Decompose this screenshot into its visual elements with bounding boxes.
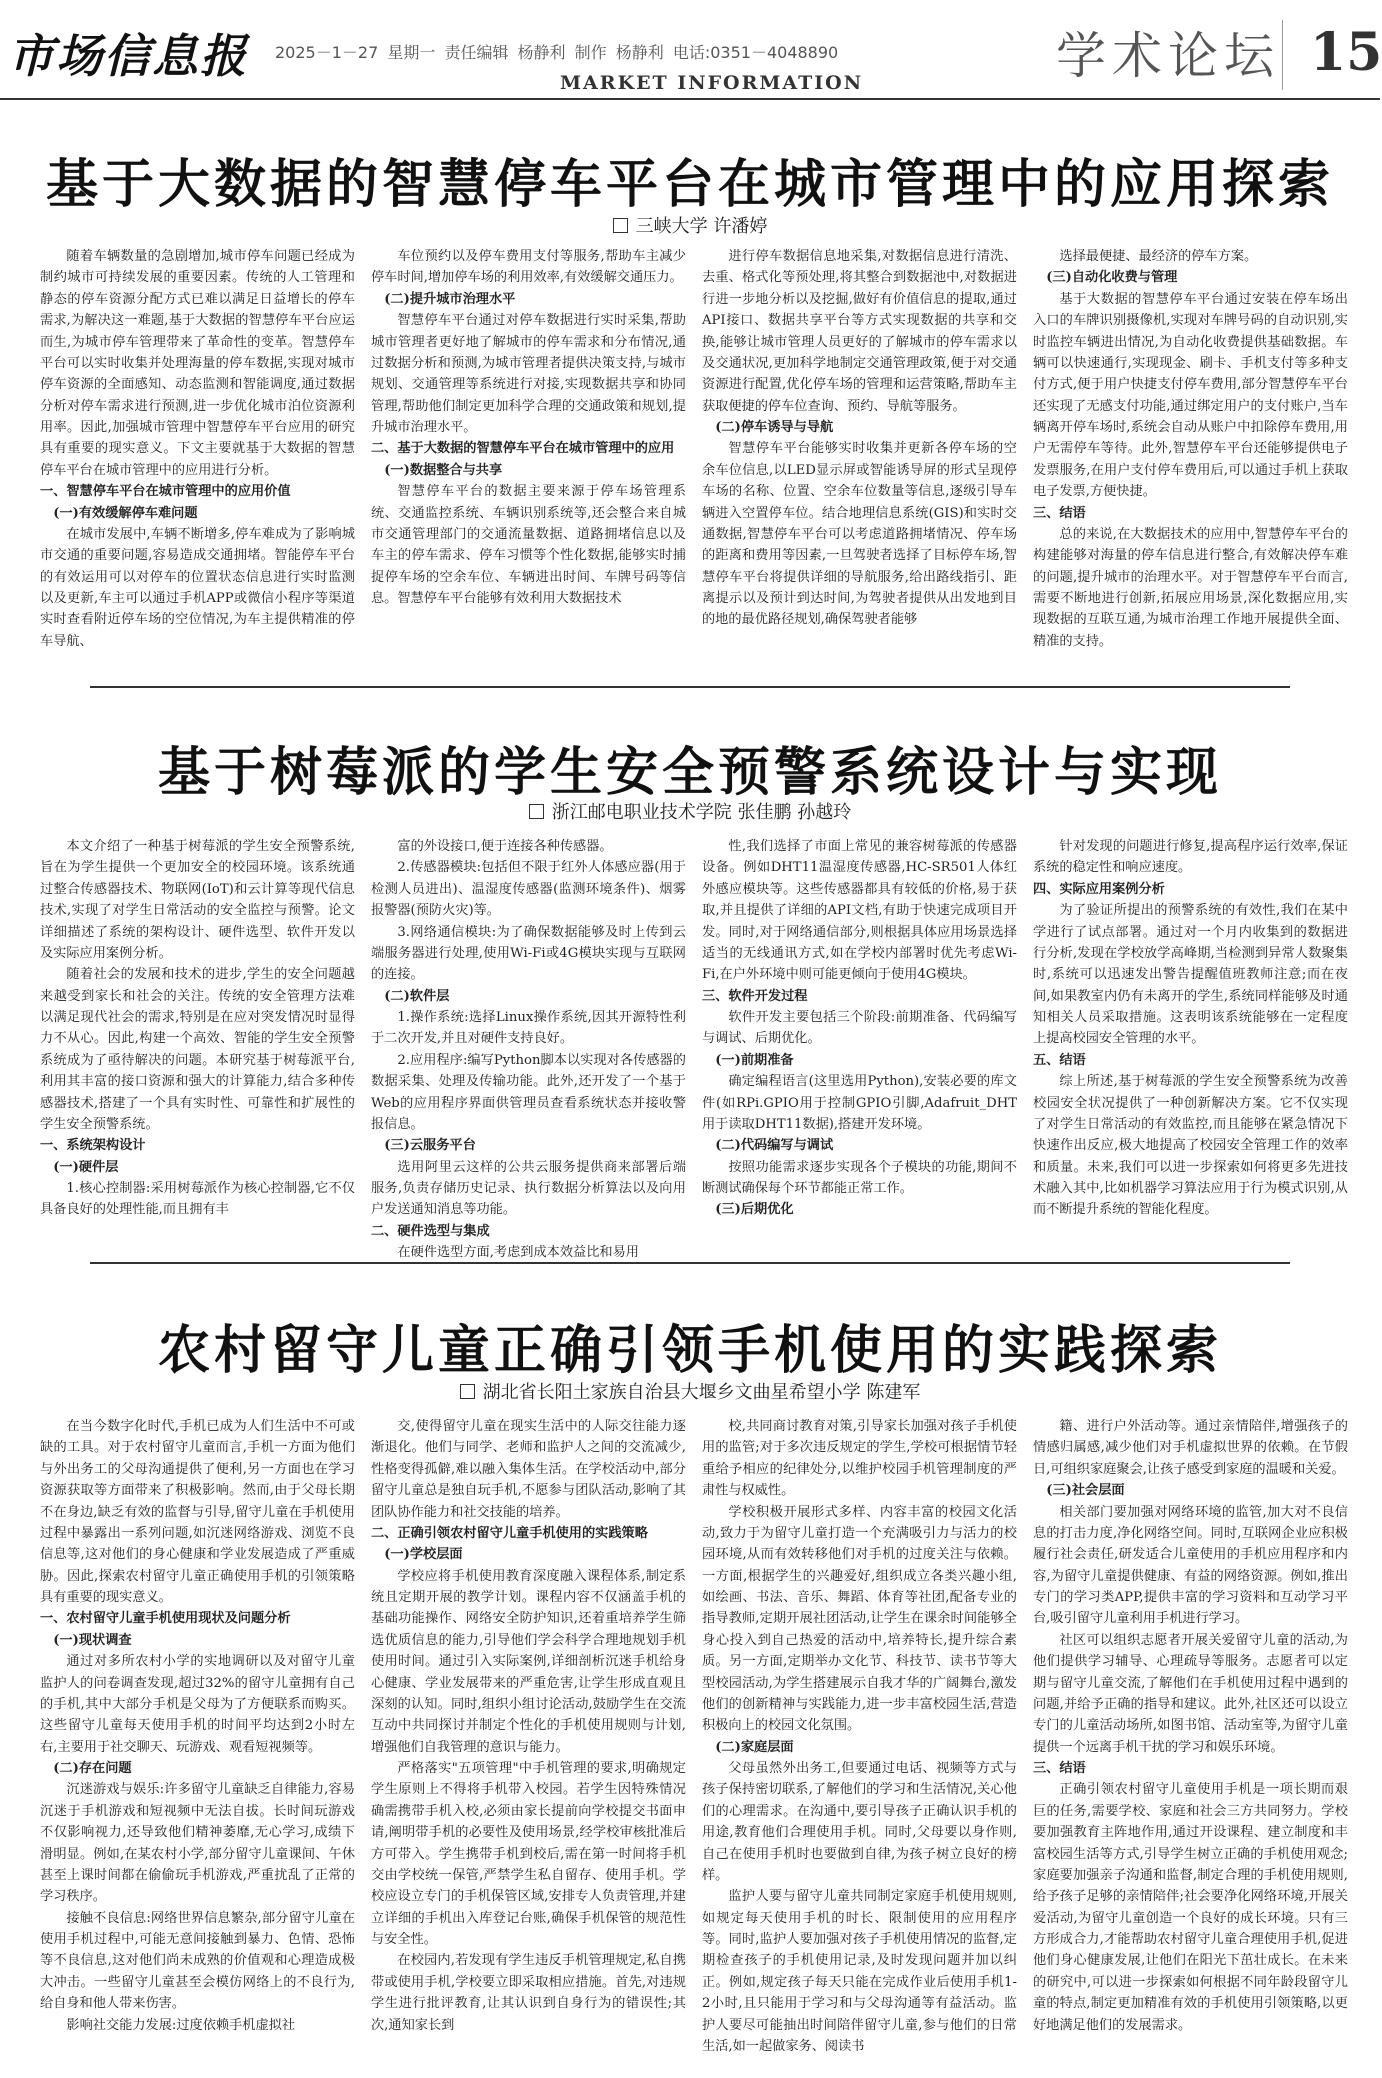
body-paragraph: 在硬件选型方面,考虑到成本效益比和易用 xyxy=(397,1245,639,1261)
body-paragraph: 进行停车数据信息地采集,对数据信息进行清洗、去重、格式化等预处理,将其整合到数据池中,对数据进行进一步地分析以及挖掘,做好有价值信息的提取,通过API接口、数据共享平台等方式实现数据的共享和交换,能够让城市管理人员更好的了解城市的停车需求以及交通状况,更加科学地制定交通管理政策,便于对交通资源进行配置,优化停车场的管理和运营策略,帮助车主获取便捷的停车位查询、预约、导航等服务。 xyxy=(702,249,1017,414)
section-heading: 一、系统架构设计 xyxy=(40,1138,146,1154)
article-columns xyxy=(40,836,1350,1261)
body-paragraph: 2.应用程序:编写Python脚本以实现对各传感器的数据采集、处理及传输功能。此外,还开发了一个基于Web的应用程序界面供管理员查看系统状态并接收警报信息。 xyxy=(371,1052,686,1132)
article-smart-parking xyxy=(0,100,1380,680)
section-heading: 五、结语 xyxy=(1033,1052,1086,1068)
section-heading: 三、结语 xyxy=(1033,505,1086,521)
body-paragraph: 智慧停车平台能够实时收集并更新各停车场的空余车位信息,以LED显示屏或智能诱导屏的形式呈现停车场的名称、位置、空余车位数量等信息,逐级引导车辆进入空置停车位。结合地理信息系统(GIS)和实时交通数据,智慧停车平台可以考虑道路拥堵情况、停车场的距离和费用等因素,一旦驾驶者选择了目标停车场,智慧停车平台将提供详细的导航服务,给出路线指引、距离提示以及预计到达时间,为驾驶者提供从出发地到目的地的最优路径规划,确保驾驶者能够 xyxy=(702,441,1017,628)
body-paragraph: 选择最便捷、最经济的停车方案。 xyxy=(1059,249,1258,264)
body-paragraph: 通过对多所农村小学的实地调研以及对留守儿童监护人的问卷调查发现,超过32%的留守儿童拥有自己的手机,其中大部分手机是父母为了方便联系而购买。这些留守儿童每天使用手机的时间平均达到2小时左右,主要用于社交聊天、玩游戏、观看短视频等。 xyxy=(40,1654,355,1755)
section-heading: 二、硬件选型与集成 xyxy=(371,1223,490,1239)
body-paragraph: 1.核心控制器:采用树莓派作为核心控制器,它不仅具备良好的处理性能,而且拥有丰 xyxy=(40,1181,355,1218)
phone: 电话:0351－4048890 xyxy=(672,43,839,62)
body-paragraph: 基于大数据的智慧停车平台通过安装在停车场出入口的车牌识别摄像机,实现对车牌号码的自动识别,实时监控车辆进出情况,为自动化收费提供基础数据。车辆可以快速通行,实现现金、刷卡、手机支付等多种支付方式,便于用户快捷支付停车费用,部分智慧停车平台还实现了无感支付功能,通过绑定用户的支付账户,当车辆离开停车场时,系统会自动从账户中扣除停车费用,用户无需停车等待。此外,智慧停车平台还能够提供电子发票服务,在用户支付停车费用后,可以通过手机上获取电子发票,方便快捷。 xyxy=(1033,291,1348,500)
body-paragraph: 智慧停车平台通过对停车数据进行实时采集,帮助城市管理者更好地了解城市的停车需求和分布情况,通过数据分析和预测,为城市管理者提供决策支持,与城市规划、交通管理等系统进行对接,实现数据共享和协同管理,帮助他们制定更加科学合理的交通政策和规划,提升城市治理水平。 xyxy=(371,313,686,435)
body-paragraph: 正确引领农村留守儿童使用手机是一项长期而艰巨的任务,需要学校、家庭和社会三方共同努力。学校要加强教育主阵地作用,通过开设课程、建立制度和丰富校园生活等方式,引导学生树立正确的手机使用观念;家庭要加强亲子沟通和监督,制定合理的手机使用规则,给予孩子足够的亲情陪伴;社会要净化网络环境,开展关爱活动,为留守儿童创造一个良好的成长环境。只有三方形成合力,才能帮助农村留守儿童合理使用手机,促进他们身心健康发展,让他们在阳光下茁壮成长。在未来的研究中,可以进一步探索如何根据不同年龄段留守儿童的特点,制定更加精准有效的手机使用引领策略,以更好地满足他们的发展需求。 xyxy=(1033,1782,1348,2033)
body-paragraph: 3.网络通信模块:为了确保数据能够及时上传到云端服务器进行处理,使用Wi-Fi或4G模块实现与互联网的连接。 xyxy=(371,924,686,983)
section-heading: (一)数据整合与共享 xyxy=(384,462,503,478)
issue-date: 2025－1－27 xyxy=(275,43,379,62)
section-heading: (二)软件层 xyxy=(384,988,450,1004)
body-paragraph: 沉迷游戏与娱乐:许多留守儿童缺乏自律能力,容易沉迷于手机游戏和短视频中无法自拔。长时间玩游戏不仅影响视力,还导致他们精神萎靡,无心学习,成绩下滑明显。例如,在某农村小学,部分留守儿童课间、午休甚至上课时间都在偷偷玩手机游戏,严重扰乱了正常的学习秩序。 xyxy=(40,1782,355,1905)
body-paragraph: 车位预约以及停车费用支付等服务,帮助车主减少停车时间,增加停车场的利用效率,有效缓解交通压力。 xyxy=(371,249,686,286)
body-paragraph: 严格落实"五项管理"中手机管理的要求,明确规定学生原则上不得将手机带入校园。若学生因特殊情况确需携带手机入校,必须由家长提前向学校提交书面申请,阐明带手机的必要性及使用场景,经学校审核批准后方可带入。学生携带手机到校后,需在第一时间将手机交由学校统一保管,严禁学生私自留存、使用手机。学校应设立专门的手机保管区域,安排专人负责管理,并建立详细的手机出入库登记台账,确保手机保管的规范性与安全性。 xyxy=(371,1761,686,1947)
body-paragraph: 总的来说,在大数据技术的应用中,智慧停车平台的构建能够对海量的停车信息进行整合,有效解决停车难的问题,提升城市的治理水平。对于智慧停车平台而言,需要不断地进行创新,拓展应用场景,深化数据应用,实现数据的互联互通,为城市治理工作地开展提供全面、精准的支持。 xyxy=(1033,526,1348,649)
section-heading: (三)社会层面 xyxy=(1046,1483,1125,1499)
body-paragraph: 交,使得留守儿童在现实生活中的人际交往能力逐渐退化。他们与同学、老师和监护人之间的交流减少,性格变得孤僻,难以融入集体生活。在学校活动中,部分留守儿童总是独自玩手机,不愿参与团队活动,影响了其团队协作能力和社交技能的培养。 xyxy=(371,1419,686,1520)
issue-meta xyxy=(275,40,838,63)
section-heading: (三)云服务平台 xyxy=(384,1138,476,1154)
article-byline xyxy=(0,212,1380,238)
article-column xyxy=(1033,246,1348,656)
section-heading: (二)家庭层面 xyxy=(715,1739,794,1755)
body-paragraph: 1.操作系统:选择Linux操作系统,因其开源特性利于二次开发,并且对硬件支持良好。 xyxy=(371,1010,686,1047)
body-paragraph: 监护人要与留守儿童共同制定家庭手机使用规则,如规定每天使用手机的时长、限制使用的应用程序等。同时,监护人要加强对孩子手机使用情况的监督,定期检查孩子的手机使用记录,及时发现问题并加以纠正。例如,规定孩子每天只能在完成作业后使用手机1-2小时,且只能用于学习和与父母沟通等有益活动。监护人要尽可能抽出时间陪伴留守儿童,参与他们的日常生活,如一起做家务、阅读书 xyxy=(702,1889,1017,2054)
article-column xyxy=(371,836,686,1261)
body-paragraph: 智慧停车平台的数据主要来源于停车场管理系统、交通监控系统、车辆识别系统等,还会整合来自城市交通管理部门的交通流量数据、道路拥堵信息以及车主的停车需求、停车习惯等个性化数据,能够实时捕捉停车场的空余车位、车辆进出时间、车牌号码等信息。智慧停车平台能够有效利用大数据技术 xyxy=(371,484,686,606)
article-column xyxy=(702,246,1017,656)
section-heading: (二)提升城市治理水平 xyxy=(384,291,516,307)
body-paragraph: 软件开发主要包括三个阶段:前期准备、代码编写与调试、后期优化。 xyxy=(702,1010,1017,1047)
byline-text: 三峡大学 许潘婷 xyxy=(635,216,768,237)
body-paragraph: 社区可以组织志愿者开展关爱留守儿童的活动,为他们提供学习辅导、心理疏导等服务。志愿者可以定期与留守儿童交流,了解他们在手机使用过程中遇到的问题,并给予正确的指导和建议。此外,社区还可以设立专门的儿童活动场所,如图书馆、活动室等,为留守儿童提供一个远离手机干扰的学习和娱乐环境。 xyxy=(1033,1632,1348,1755)
article-column xyxy=(40,246,355,656)
body-paragraph: 在校园内,若发现有学生违反手机管理规定,私自携带或使用手机,学校要立即采取相应措施。首先,对违规学生进行批评教育,让其认识到自身行为的错误性;其次,通知家长到 xyxy=(371,1953,686,2033)
article-column xyxy=(371,1416,686,2064)
article-byline xyxy=(0,1378,1380,1404)
section-heading: (一)学校层面 xyxy=(384,1547,463,1563)
section-heading: (二)代码编写与调试 xyxy=(715,1138,834,1154)
body-paragraph: 性,我们选择了市面上常见的兼容树莓派的传感器设备。例如DHT11温湿度传感器,HC-SR501人体红外感应模块等。这些传感器都具有较低的价格,易于获取,并且提供了详细的API文档,有助于快速完成项目开发。同时,对于网络通信部分,则根据具体应用场景选择适当的无线通讯方式,如在学校内部署时优先考虑Wi-Fi,在户外环境中则可能更倾向于使用4G模块。 xyxy=(702,839,1017,983)
section-heading: 一、智慧停车平台在城市管理中的应用价值 xyxy=(40,484,291,500)
body-paragraph: 为了验证所提出的预警系统的有效性,我们在某中学进行了试点部署。通过对一个月内收集到的数据进行分析,发现在学校放学高峰期,当检测到异常人数聚集时,系统可以迅速发出警告提醒值班教师注意;而在夜间,如果教室内仍有未离开的学生,系统同样能够及时通知相关人员采取措施。这表明该系统能够在一定程度上提高校园安全管理的水平。 xyxy=(1033,903,1348,1047)
body-paragraph: 籍、进行户外活动等。通过亲情陪伴,增强孩子的情感归属感,减少他们对手机虚拟世界的依赖。在节假日,可组织家庭聚会,让孩子感受到家庭的温暖和关爱。 xyxy=(1033,1419,1348,1477)
body-paragraph: 选用阿里云这样的公共云服务提供商来部署后端服务,负责存储历史记录、执行数据分析算法以及向用户发送通知消息等功能。 xyxy=(371,1159,686,1218)
section-heading: (一)有效缓解停车难问题 xyxy=(53,505,198,521)
page-number: 15 xyxy=(1310,22,1382,83)
square-icon xyxy=(613,218,628,233)
newspaper-subtitle: MARKET INFORMATION xyxy=(560,72,864,94)
article-title: 农村留守儿童正确引领手机使用的实践探索 xyxy=(157,1321,1222,1381)
section-heading: 三、结语 xyxy=(1033,1761,1086,1776)
section-heading: 三、软件开发过程 xyxy=(702,988,808,1004)
masthead xyxy=(0,0,1380,100)
section-title: 学术论坛 xyxy=(1056,27,1280,85)
byline-text: 浙江邮电职业技术学院 张佳鹏 孙越玲 xyxy=(551,802,852,823)
body-paragraph: 影响社交能力发展:过度依赖手机虚拟社 xyxy=(66,2017,296,2033)
article-divider xyxy=(90,686,1290,688)
article-column xyxy=(40,836,355,1236)
body-paragraph: 学校积极开展形式多样、内容丰富的校园文化活动,致力于为留守儿童打造一个充满吸引力与活力的校园环境,从而有效转移他们对手机的过度关注与依赖。一方面,根据学生的兴趣爱好,组织成立各类兴趣小组,如绘画、书法、音乐、舞蹈、体育等社团,配备专业的指导教师,定期开展社团活动,让学生在课余时间能够全身心投入到自己热爱的活动中,培养特长,提升综合素质。另一方面,定期举办文化节、科技节、读书节等大型校园活动,为学生搭建展示自我才华的广阔舞台,激发他们的创新精神与实践能力,进一步丰富校园生活,营造积极向上的校园文化氛围。 xyxy=(702,1504,1017,1734)
masthead-separator xyxy=(1282,20,1283,90)
section-heading: (一)现状调查 xyxy=(53,1632,132,1648)
body-paragraph: 学校应将手机使用教育深度融入课程体系,制定系统且定期开展的教学计划。课程内容不仅涵盖手机的基础功能操作、网络安全防护知识,还着重培养学生筛选优质信息的能力,引导他们学会科学合理地规划手机使用时间。通过引入实际案例,详细剖析沉迷手机给身心健康、学业发展带来的严重危害,让学生形成直观且深刻的认知。同时,组织小组讨论活动,鼓励学生在交流互动中共同探讨并制定个性化的手机使用规则与计划,增强他们自我管理的意识与能力。 xyxy=(371,1568,686,1755)
body-paragraph: 综上所述,基于树莓派的学生安全预警系统为改善校园安全状况提供了一种创新解决方案。它不仅实现了对学生日常活动的有效监控,而且能够在紧急情况下快速作出反应,极大地提高了校园安全管理工作的效率和质量。未来,我们可以进一步探索如何将更多先进技术融入其中,比如机器学习算法应用于行为模式识别,从而不断提升系统的智能化程度。 xyxy=(1033,1074,1348,1218)
article-title: 基于大数据的智慧停车平台在城市管理中的应用探索 xyxy=(45,155,1334,215)
body-paragraph: 2.传感器模块:包括但不限于红外人体感应器(用于检测人员进出)、温湿度传感器(监测环境条件)、烟雾报警器(预防火灾)等。 xyxy=(371,860,686,919)
article-column xyxy=(1033,836,1348,1236)
section-heading: (三)自动化收费与管理 xyxy=(1046,270,1178,286)
article-byline xyxy=(0,798,1380,824)
producer: 制作 杨静利 xyxy=(574,43,664,62)
body-paragraph: 接触不良信息:网络世界信息繁杂,部分留守儿童在使用手机过程中,可能无意间接触到暴力、色情、恐怖等不良信息,这对他们尚未成熟的价值观和心理造成极大冲击。一些留守儿童甚至会模仿网络上的不良行为,给自身和他人带来伤害。 xyxy=(40,1910,355,2012)
body-paragraph: 本文介绍了一种基于树莓派的学生安全预警系统,旨在为学生提供一个更加安全的校园环境。该系统通过整合传感器技术、物联网(IoT)和云计算等现代信息技术,实现了对学生日常活动的安全监控与预警。论文详细描述了系统的架构设计、硬件选型、软件开发以及实际应用案例分析。 xyxy=(40,839,355,961)
body-paragraph: 随着车辆数量的急剧增加,城市停车问题已经成为制约城市可持续发展的重要因素。传统的人工管理和静态的停车资源分配方式已难以满足日益增长的停车需求,为解决这一难题,基于大数据的智慧停车平台应运而生,为城市停车管理带来了革命性的变革。智慧停车平台可以实时收集并处理海量的停车数据,实现对城市停车资源的全面感知、动态监测和智能调度,通过数据分析对停车需求进行预测,进一步优化城市泊位资源利用率。因此,加强城市管理中智慧停车平台应用的研究具有重要的现实意义。下文主要就基于大数据的智慧停车平台在城市管理中的应用进行分析。 xyxy=(40,249,355,478)
section-heading: 一、农村留守儿童手机使用现状及问题分析 xyxy=(40,1611,291,1627)
body-paragraph: 相关部门要加强对网络环境的监管,加大对不良信息的打击力度,净化网络空间。同时,互联网企业应积极履行社会责任,研发适合儿童使用的手机应用程序和内容,为留守儿童提供健康、有益的网络资源。例如,推出专门的学习类APP,提供丰富的学习资料和互动学习平台,吸引留守儿童利用手机进行学习。 xyxy=(1033,1504,1348,1627)
section-heading: (二)存在问题 xyxy=(53,1761,132,1776)
section-heading: (一)硬件层 xyxy=(53,1159,119,1175)
body-paragraph: 在城市发展中,车辆不断增多,停车难成为了影响城市交通的重要问题,容易造成交通拥堵。智能停车平台的有效运用可以对停车的位置状态信息进行实时监测以及更新,车主可以通过手机APP或微信小程序等渠道实时查看附近停车场的空位情况,为车主提供精准的停车导航、 xyxy=(40,526,355,649)
section-heading: (一)前期准备 xyxy=(715,1052,794,1068)
square-icon xyxy=(529,804,544,819)
article-columns xyxy=(40,246,1350,656)
body-paragraph: 针对发现的问题进行修复,提高程序运行效率,保证系统的稳定性和响应速度。 xyxy=(1033,839,1348,876)
body-paragraph: 在当今数字化时代,手机已成为人们生活中不可或缺的工具。对于农村留守儿童而言,手机一方面为他们与外出务工的父母沟通提供了便利,另一方面也在学习资源获取等方面带来了积极影响。然而,由于父母长期不在身边,缺乏有效的监督与引导,留守儿童在手机使用过程中暴露出一系列问题,如沉迷网络游戏、浏览不良信息等,这对他们的身心健康和学业发展造成了严重威胁。因此,探索农村留守儿童正确使用手机的引领策略具有重要的现实意义。 xyxy=(40,1419,355,1605)
article-columns xyxy=(40,1416,1350,2064)
body-paragraph: 父母虽然外出务工,但要通过电话、视频等方式与孩子保持密切联系,了解他们的学习和生活情况,关心他们的心理需求。在沟通中,要引导孩子正确认识手机的用途,教育他们合理使用手机。同时,父母要以身作则,自己在使用手机时也要做到自律,为孩子树立良好的榜样。 xyxy=(702,1761,1017,1883)
newspaper-brand: 市场信息报 xyxy=(8,29,248,83)
article-column xyxy=(1033,1416,1348,2064)
body-paragraph: 按照功能需求逐步实现各个子模块的功能,期间不断测试确保每个环节都能正常工作。 xyxy=(702,1159,1017,1196)
square-icon xyxy=(460,1384,475,1399)
article-student-safety xyxy=(0,690,1380,1261)
issue-weekday: 星期一 xyxy=(387,43,436,62)
body-paragraph: 富的外设接口,便于连接各种传感器。 xyxy=(397,839,613,854)
article-column xyxy=(702,1416,1017,2064)
article-title: 基于树莓派的学生安全预警系统设计与实现 xyxy=(157,743,1222,803)
section-heading: (二)停车诱导与导航 xyxy=(715,420,834,435)
body-paragraph: 确定编程语言(这里选用Python),安装必要的库文件(如RPi.GPIO用于控制GPIO引脚,Adafruit_DHT用于读取DHT11数据),搭建开发环境。 xyxy=(702,1074,1017,1132)
section-heading: (三)后期优化 xyxy=(715,1202,794,1218)
article-column xyxy=(371,246,686,656)
editor: 责任编辑 杨静利 xyxy=(444,43,566,62)
article-column xyxy=(702,836,1017,1236)
article-left-behind-children xyxy=(0,1266,1380,2078)
section-heading: 二、基于大数据的智慧停车平台在城市管理中的应用 xyxy=(371,441,675,457)
body-paragraph: 随着社会的发展和技术的进步,学生的安全问题越来越受到家长和社会的关注。传统的安全管理方法难以满足现代社会的需求,特别是在应对突发情况时显得力不从心。因此,构建一个高效、智能的学生安全预警系统成为了亟待解决的问题。本研究基于树莓派平台,利用其丰富的接口资源和强大的计算能力,结合多种传感器技术,搭建了一个具有实时性、可靠性和扩展性的学生安全预警系统。 xyxy=(40,967,355,1132)
article-column xyxy=(40,1416,355,2064)
body-paragraph: 校,共同商讨教育对策,引导家长加强对孩子手机使用的监管;对于多次违反规定的学生,学校可根据情节轻重给予相应的纪律处分,以维护校园手机管理制度的严肃性与权威性。 xyxy=(702,1419,1017,1499)
byline-text: 湖北省长阳土家族自治县大堰乡文曲星希望小学 陈建军 xyxy=(482,1382,921,1403)
section-heading: 二、正确引领农村留守儿童手机使用的实践策略 xyxy=(371,1525,648,1541)
section-heading: 四、实际应用案例分析 xyxy=(1033,881,1165,897)
article-divider xyxy=(90,1262,1290,1264)
